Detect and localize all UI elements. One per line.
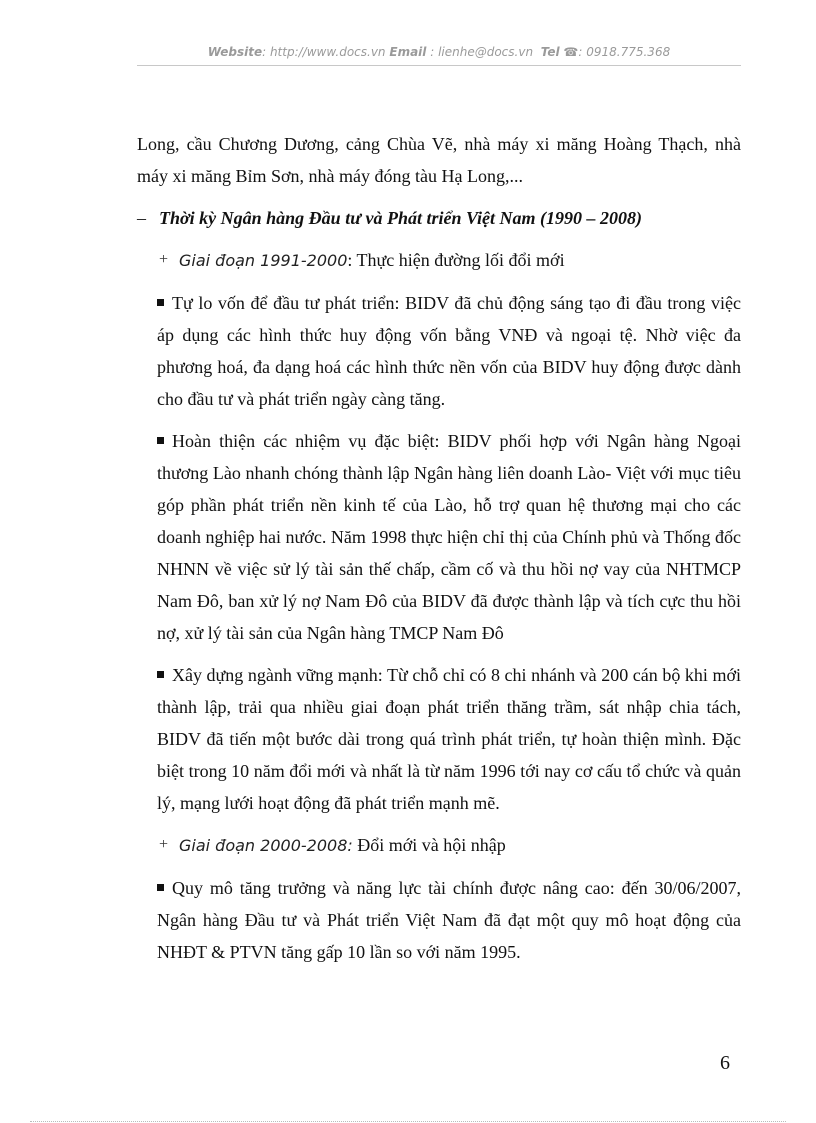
email-label: Email	[389, 45, 427, 59]
website-label: Website	[207, 45, 263, 59]
square-bullet-icon	[157, 437, 164, 444]
email-value: : lienhe@docs.vn	[426, 45, 534, 59]
page-number: 6	[720, 1052, 730, 1074]
bullet-item	[157, 659, 741, 819]
bullet-item	[157, 287, 741, 415]
header-divider	[137, 65, 741, 66]
square-bullet-icon	[157, 671, 164, 678]
tel-value: : 0918.775.368	[578, 45, 671, 59]
square-bullet-icon	[157, 884, 164, 891]
dash-marker: –	[137, 208, 146, 228]
stage-text: : Thực hiện đường lối đổi mới	[347, 250, 565, 270]
stage-heading-1	[159, 244, 741, 277]
section-heading	[137, 202, 741, 234]
document-body	[137, 128, 741, 968]
bullet-item	[157, 872, 741, 968]
stage-label: Giai đoạn 2000-2008:	[179, 836, 353, 855]
page-header	[137, 45, 741, 59]
bullet-item	[157, 425, 741, 649]
footer-divider	[30, 1121, 786, 1122]
intro-paragraph: Long, cầu Chương Dương, cảng Chùa Vẽ, nhà máy xi măng Hoàng Thạch, nhà máy xi măng Bỉm Sơn, nhà máy đóng tàu Hạ Long,...	[137, 134, 741, 186]
plus-marker: +	[159, 251, 169, 268]
square-bullet-icon	[157, 299, 164, 306]
section-title: Thời kỳ Ngân hàng Đầu tư và Phát triển Việt Nam (1990 – 2008)	[159, 208, 642, 228]
stage-heading-2	[159, 829, 741, 862]
phone-icon: ☎	[563, 45, 579, 59]
stage-label: Giai đoạn 1991-2000	[179, 251, 348, 270]
bullet-text: Xây dựng ngành vững mạnh: Từ chỗ chỉ có 8 chi nhánh và 200 cán bộ khi mới thành lập, trải qua nhiều giai đoạn phát triển thăng trầm, sát nhập chia tách, BIDV đã tiến một bước dài trong quá trình phát triển, tự hoàn thiện mình. Đặc biệt trong 10 năm đổi mới và nhất là từ năm 1996 tới nay cơ cấu tổ chức và quản lý, mạng lưới hoạt động đã phát triển mạnh mẽ.	[157, 665, 741, 813]
tel-label: Tel	[540, 45, 560, 59]
bullet-text: Quy mô tăng trưởng và năng lực tài chính được nâng cao: đến 30/06/2007, Ngân hàng Đầu tư và Phát triển Việt Nam đã đạt một quy mô hoạt động của NHĐT & PTVN tăng gấp 10 lần so với năm 1995.	[157, 878, 741, 962]
website-value: : http://www.docs.vn	[262, 45, 386, 59]
plus-marker: +	[159, 836, 169, 853]
bullet-text: Tự lo vốn để đầu tư phát triển: BIDV đã chủ động sáng tạo đi đầu trong việc áp dụng các hình thức huy động vốn bằng VNĐ và ngoại tệ. Nhờ việc đa phương hoá, đa dạng hoá các hình thức nền vốn của BIDV huy động được dành cho đầu tư và phát triển ngày càng tăng.	[157, 293, 741, 409]
stage-text: Đổi mới và hội nhập	[352, 835, 506, 855]
bullet-text: Hoàn thiện các nhiệm vụ đặc biệt: BIDV phối hợp với Ngân hàng Ngoại thương Lào nhanh chóng thành lập Ngân hàng liên doanh Lào- Việt với mục tiêu góp phần phát triển nền kinh tế của Lào, hỗ trợ quan hệ thương mại cho các doanh nghiệp hai nước. Năm 1998 thực hiện chỉ thị của Chính phủ và Thống đốc NHNN về việc sử lý tài sản thế chấp, cầm cố và thu hồi nợ vay của NHTMCP Nam Đô, ban xử lý nợ Nam Đô của BIDV đã được thành lập và tích cực thu hồi nợ, xử lý tài sản của Ngân hàng TMCP Nam Đô	[157, 431, 741, 643]
